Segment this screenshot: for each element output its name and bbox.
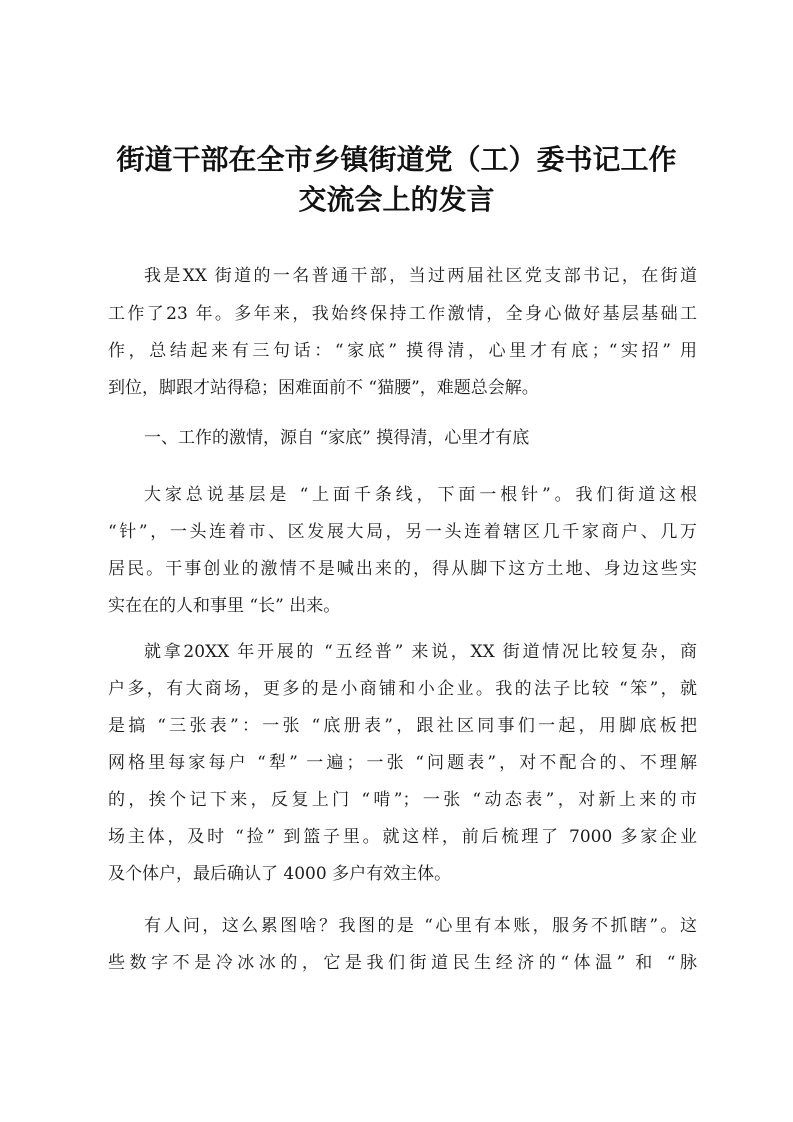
paragraph-line: 到位，脚跟才站得稳；困难面前不 “猫腰”，难题总会解。 <box>108 378 539 398</box>
paragraph-line: 的，挨个记下来，反复上门 “啃”；一张 “动态表”，对新上来的市 <box>108 790 697 810</box>
paragraph-line: 些数字不是冷冰冰的，它是我们街道民生经济的“体温” 和 “脉 <box>108 953 697 973</box>
paragraph-line: 户多，有大商场，更多的是小商铺和小企业。我的法子比较 “笨”，就 <box>108 679 697 699</box>
paragraph-line: 是搞 “三张表”：一张 “底册表”，跟社区同事们一起，用脚底板把 <box>108 716 697 736</box>
paragraph-line: 实在在的人和事里 “长” 出来。 <box>108 596 341 616</box>
paragraph-line: 作，总结起来有三句话：“家底” 摸得清，心里才有底；“实招” 用 <box>108 341 697 361</box>
paragraph-line: “针”，一头连着市、区发展大局，另一头连着辖区几千家商户、几万 <box>108 522 697 542</box>
section-heading-text: 一、工作的激情，源自 “家底” 摸得清，心里才有底 <box>144 428 530 448</box>
paragraph-line: 工作了23 年。多年来，我始终保持工作激情，全身心做好基层基础工 <box>108 304 697 324</box>
paragraph-line: 大家总说基层是 “上面千条线，下面一根针”。我们街道这根 <box>144 485 697 505</box>
paragraph-line: 居民。干事创业的激情不是喊出来的，得从脚下这方土地、身边这些实 <box>108 559 697 579</box>
paragraph-line: 及个体户，最后确认了 4000 多户有效主体。 <box>108 864 452 884</box>
paragraph-line: 就拿20XX 年开展的 “五经普” 来说，XX 街道情况比较复杂，商 <box>144 642 697 662</box>
paragraph-line: 我是XX 街道的一名普通干部，当过两届社区党支部书记，在街道 <box>144 266 697 286</box>
paragraph-line: 有人问，这么累图啥？我图的是 “心里有本账，服务不抓瞎”。这 <box>144 916 697 936</box>
paragraph-line: 网格里每家每户 “犁” 一遍；一张 “问题表”，对不配合的、不理解 <box>108 753 697 773</box>
document-title-line-2: 交流会上的发言 <box>298 183 495 216</box>
document-title-line-1: 街道干部在全市乡镇街道党（工）委书记工作 <box>116 143 677 176</box>
paragraph-line: 场主体，及时 “捡” 到篮子里。就这样，前后梳理了 7000 多家企业 <box>108 827 697 847</box>
